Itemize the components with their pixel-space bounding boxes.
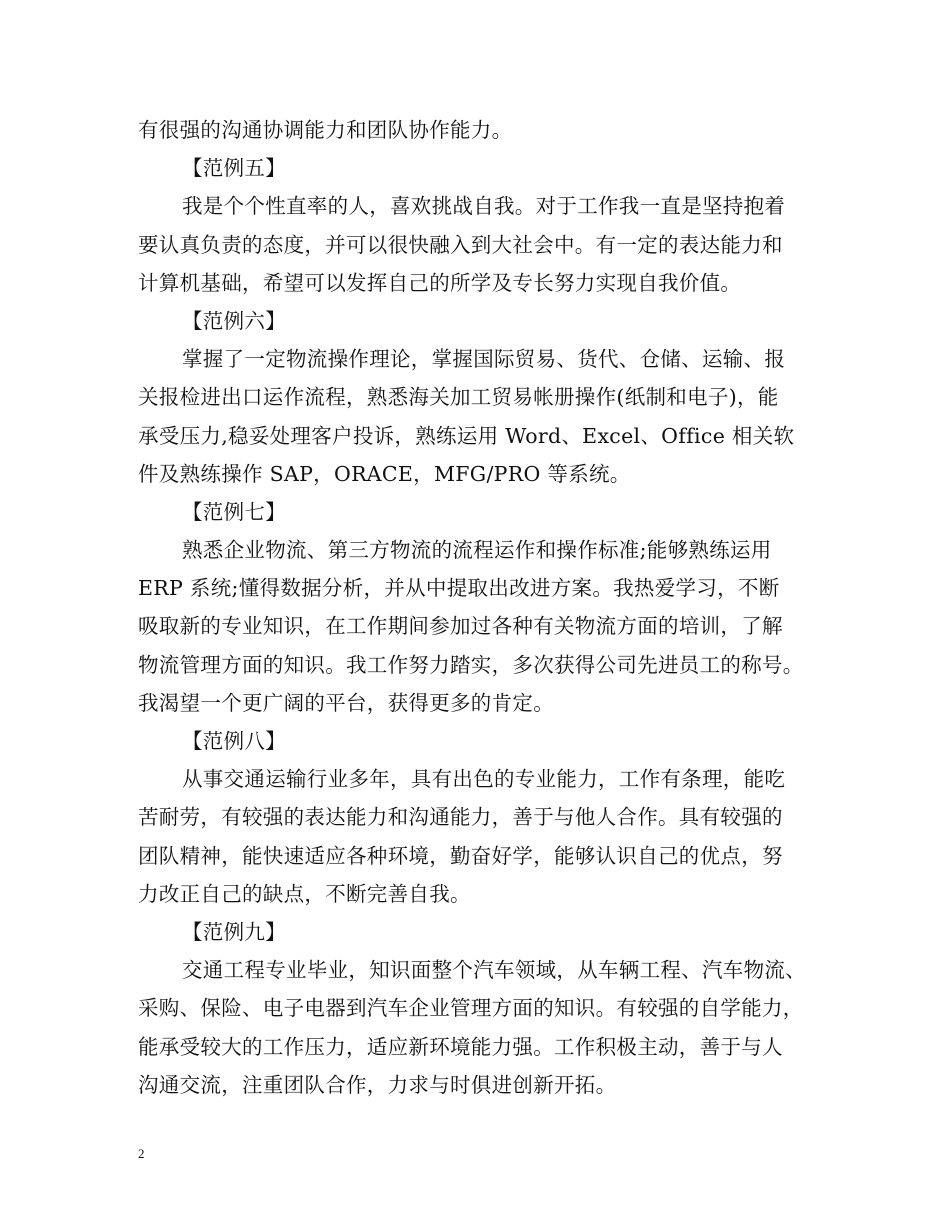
section-heading: 【范例六】 [182,308,286,333]
section-heading: 【范例八】 [182,729,286,753]
paragraph-line: 沟通交流，注重团队合作，力求与时俱进创新开拓。 [138,1072,617,1097]
paragraph-line: 掌握了一定物流操作理论，掌握国际贸易、货代、仓储、运输、报 [182,347,786,372]
paragraph-line: 熟悉企业物流、第三方物流的流程运作和操作标准;能够熟练运用 [182,538,772,563]
paragraph-line: 力改正自己的缺点，不断完善自我。 [138,881,471,906]
paragraph-line: ERP 系统;懂得数据分析，并从中提取出改进方案。我热爱学习，不断 [138,576,780,601]
paragraph-line: 采购、保险、电子电器到汽车企业管理方面的知识。有较强的自学能力， [138,996,804,1021]
section-heading: 【范例九】 [182,919,286,944]
paragraph-line: 交通工程专业毕业，知识面整个汽车领域，从车辆工程、汽车物流、 [182,958,806,983]
paragraph-line: 我是个个性直率的人，喜欢挑战自我。对于工作我一直是坚持抱着 [182,194,786,219]
section-heading: 【范例七】 [182,499,286,524]
paragraph-line: 团队精神，能快速适应各种环境，勤奋好学，能够认识自己的优点，努 [138,843,783,868]
paragraph-line: 计算机基础，希望可以发挥自己的所学及专长努力实现自我价值。 [138,270,742,295]
paragraph-line: 承受压力,稳妥处理客户投诉，熟练运用 Word、Excel、Office 相关软 [138,423,795,448]
paragraph-line: 从事交通运输行业多年，具有出色的专业能力，工作有条理，能吃 [182,767,786,792]
page-number: 2 [138,1146,145,1161]
paragraph-line: 关报检进出口运作流程，熟悉海关加工贸易帐册操作(纸制和电子)，能 [138,385,779,410]
section-heading: 【范例五】 [182,156,286,181]
paragraph-line: 件及熟练操作 SAP，ORACE，MFG/PRO 等系统。 [138,461,631,486]
paragraph-line: 苦耐劳，有较强的表达能力和沟通能力，善于与他人合作。具有较强的 [138,805,783,830]
paragraph-line: 物流管理方面的知识。我工作努力踏实，多次获得公司先进员工的称号。 [138,652,804,677]
document-body [138,111,828,1104]
paragraph-line: 能承受较大的工作压力，适应新环境能力强。工作积极主动，善于与人 [138,1034,783,1059]
paragraph-line: 吸取新的专业知识，在工作期间参加过各种有关物流方面的培训，了解 [138,614,783,639]
paragraph-line: 要认真负责的态度，并可以很快融入到大社会中。有一定的表达能力和 [138,232,783,257]
paragraph-line: 有很强的沟通协调能力和团队协作能力。 [138,118,513,142]
paragraph-line: 我渴望一个更广阔的平台，获得更多的肯定。 [138,690,554,715]
